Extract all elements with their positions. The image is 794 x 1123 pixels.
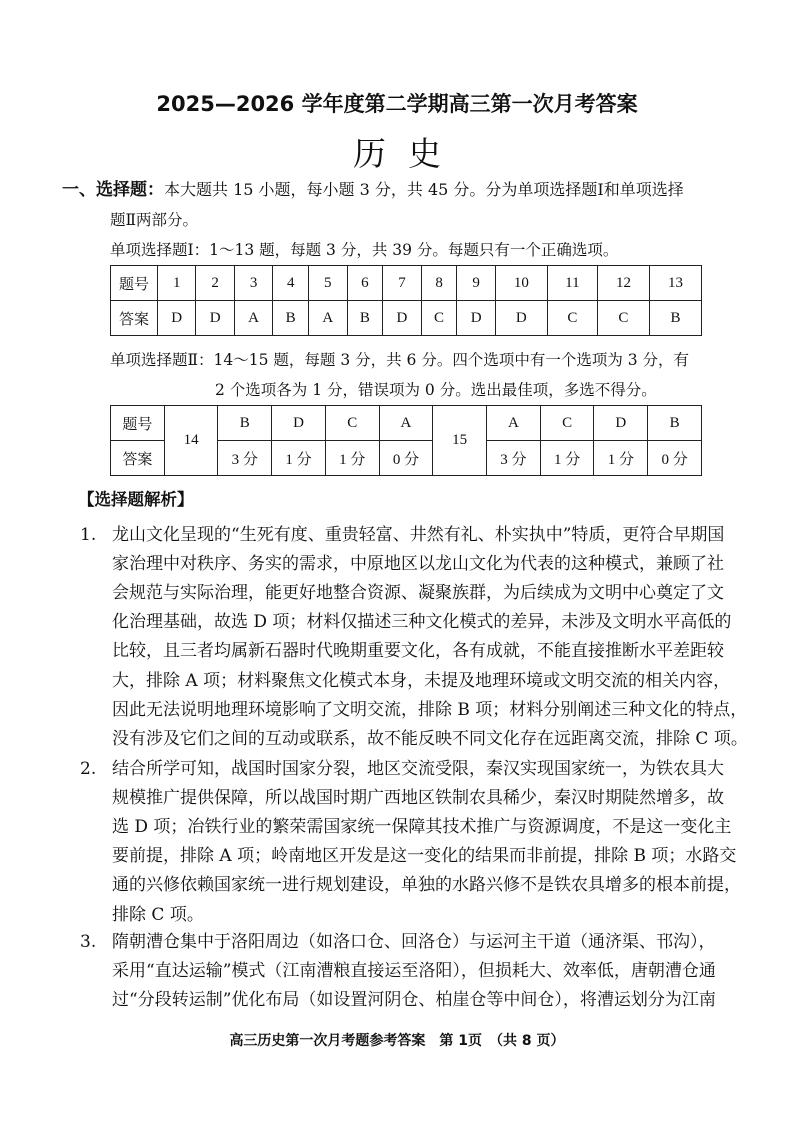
table-row-options: [111, 406, 702, 441]
answer-cell: A: [309, 301, 347, 336]
item-text-line: 比较，且三者均属新石器时代晚期重要文化，各有成就，不能直接推断水平差距较: [112, 641, 724, 662]
option-cell: A: [487, 406, 541, 441]
answer-cell: A: [234, 301, 272, 336]
score-cell: 3 分: [218, 441, 272, 476]
question-number: 3: [234, 266, 272, 301]
option-cell: A: [379, 406, 433, 441]
question-number: 6: [347, 266, 383, 301]
item-number: 3.: [80, 932, 97, 952]
item-text-line: 化治理基础，故选 D 项；材料仅描述三种文化模式的差异，未涉及文明水平高低的: [112, 612, 732, 633]
item-number: 2.: [80, 759, 97, 779]
page-footer: 高三历史第一次月考题参考答案 第 1页 （共 8 页）: [229, 1033, 565, 1049]
analysis-heading: 【选择题解析】: [78, 490, 194, 509]
score-cell: 0 分: [648, 441, 702, 476]
score-cell: 1 分: [540, 441, 594, 476]
answer-table-part2: [110, 405, 702, 476]
option-cell: C: [325, 406, 379, 441]
item-text-line: 规模推广提供保障，所以战国时期广西地区铁制农具稀少，秦汉时期陡然增多，故: [112, 788, 724, 809]
section1-intro-line1: 本大题共 15 小题，每小题 3 分，共 45 分。分为单项选择题Ⅰ和单项选择: [164, 180, 684, 199]
part2-description-line1: 单项选择题Ⅱ：14～15 题，每题 3 分，共 6 分。四个选项中有一个选项为 3 分，有: [110, 351, 690, 369]
score-cell: 1 分: [272, 441, 326, 476]
answer-cell: C: [547, 301, 597, 336]
answer-cell: D: [495, 301, 547, 336]
item-text-line: 采用“直达运输”模式（江南漕粮直接运至洛阳），但损耗大、效率低，唐朝漕仓通: [112, 961, 716, 982]
item-text-line: 因此无法说明地理环境影响了文明交流，排除 B 项；材料分别阐述三种文化的特点，: [112, 699, 748, 720]
row-label: 答案: [111, 441, 165, 476]
table-row-numbers: [111, 266, 702, 301]
item-text-line: 要前提，排除 A 项；岭南地区开发是这一变化的结果而非前提，排除 B 项；水路交: [112, 846, 737, 867]
section1-label: 一、选择题：: [62, 180, 164, 200]
question-number: 2: [196, 266, 234, 301]
item-text-line: 过“分段转运制”优化布局（如设置河阴仓、柏崖仓等中间仓），将漕运划分为江南: [112, 990, 716, 1011]
item-text-line: 选 D 项；冶铁行业的繁荣需国家统一保障其技术推广与资源调度，不是这一变化主: [112, 817, 732, 838]
part2-description-line2: 2 个选项各为 1 分，错误项为 0 分。选出最佳项，多选不得分。: [215, 381, 657, 399]
answer-cell: D: [196, 301, 234, 336]
question-number: 1: [158, 266, 196, 301]
option-cell: B: [218, 406, 272, 441]
part1-description: 单项选择题Ⅰ：1～13 题，每题 3 分，共 39 分。每题只有一个正确选项。: [110, 241, 619, 259]
item-text-line: 排除 C 项。: [112, 904, 204, 925]
item-text-line: 大，排除 A 项；材料聚焦文化模式本身，未提及地理环境或文明交流的相关内容，: [112, 670, 731, 691]
document-title: 2025—2026 学年度第二学期高三第一次月考答案: [156, 92, 638, 116]
question-number: 10: [495, 266, 547, 301]
row-label: 题号: [111, 406, 165, 441]
item-text-line: 结合所学可知，战国时国家分裂，地区交流受限，秦汉实现国家统一，为铁农具大: [112, 759, 724, 779]
subject-title: 历史: [353, 134, 463, 173]
item-text-line: 龙山文化呈现的“生死有度、重贵轻富、井然有礼、朴实执中”特质，更符合早期国: [112, 525, 725, 545]
question-number: 13: [649, 266, 701, 301]
item-text-line: 隋朝漕仓集中于洛阳周边（如洛口仓、回洛仓）与运河主干道（通济渠、邗沟），: [112, 932, 716, 952]
section1-intro: [62, 175, 712, 265]
answer-table-part1: [110, 265, 702, 336]
answer-cell: C: [597, 301, 649, 336]
score-cell: 1 分: [325, 441, 379, 476]
answer-cell: B: [347, 301, 383, 336]
section1-intro-line2: 题Ⅱ两部分。: [110, 211, 199, 229]
item-text-line: 家治理中对秩序、务实的需求，中原地区以龙山文化为代表的这种模式，兼顾了社: [112, 554, 724, 575]
question-number: 9: [457, 266, 495, 301]
question-number: 8: [421, 266, 457, 301]
option-cell: B: [648, 406, 702, 441]
item-text-line: 通的兴修依赖国家统一进行规划建设，单独的水路兴修不是铁农具增多的根本前提，: [112, 875, 741, 896]
table-row-answers: [111, 301, 702, 336]
score-cell: 1 分: [594, 441, 648, 476]
score-cell: 0 分: [379, 441, 433, 476]
question-number: 11: [547, 266, 597, 301]
question-number: 4: [273, 266, 309, 301]
answer-cell: D: [457, 301, 495, 336]
row-label: 答案: [111, 301, 158, 336]
score-cell: 3 分: [487, 441, 541, 476]
question-number: 15: [433, 406, 487, 476]
row-label: 题号: [111, 266, 158, 301]
option-cell: D: [594, 406, 648, 441]
item-text-line: 没有涉及它们之间的互动或联系，故不能反映不同文化存在远距离交流，排除 C 项。: [112, 728, 748, 749]
answer-cell: B: [649, 301, 701, 336]
question-number: 12: [597, 266, 649, 301]
answer-cell: B: [273, 301, 309, 336]
question-number: 5: [309, 266, 347, 301]
answer-cell: D: [383, 301, 421, 336]
answer-cell: D: [158, 301, 196, 336]
question-number: 7: [383, 266, 421, 301]
question-number: 14: [164, 406, 218, 476]
item-text-line: 会规范与实际治理，能更好地整合资源、凝聚族群，为后续成为文明中心奠定了文: [112, 583, 724, 604]
item-number: 1.: [80, 525, 97, 545]
option-cell: D: [272, 406, 326, 441]
option-cell: C: [540, 406, 594, 441]
answer-cell: C: [421, 301, 457, 336]
